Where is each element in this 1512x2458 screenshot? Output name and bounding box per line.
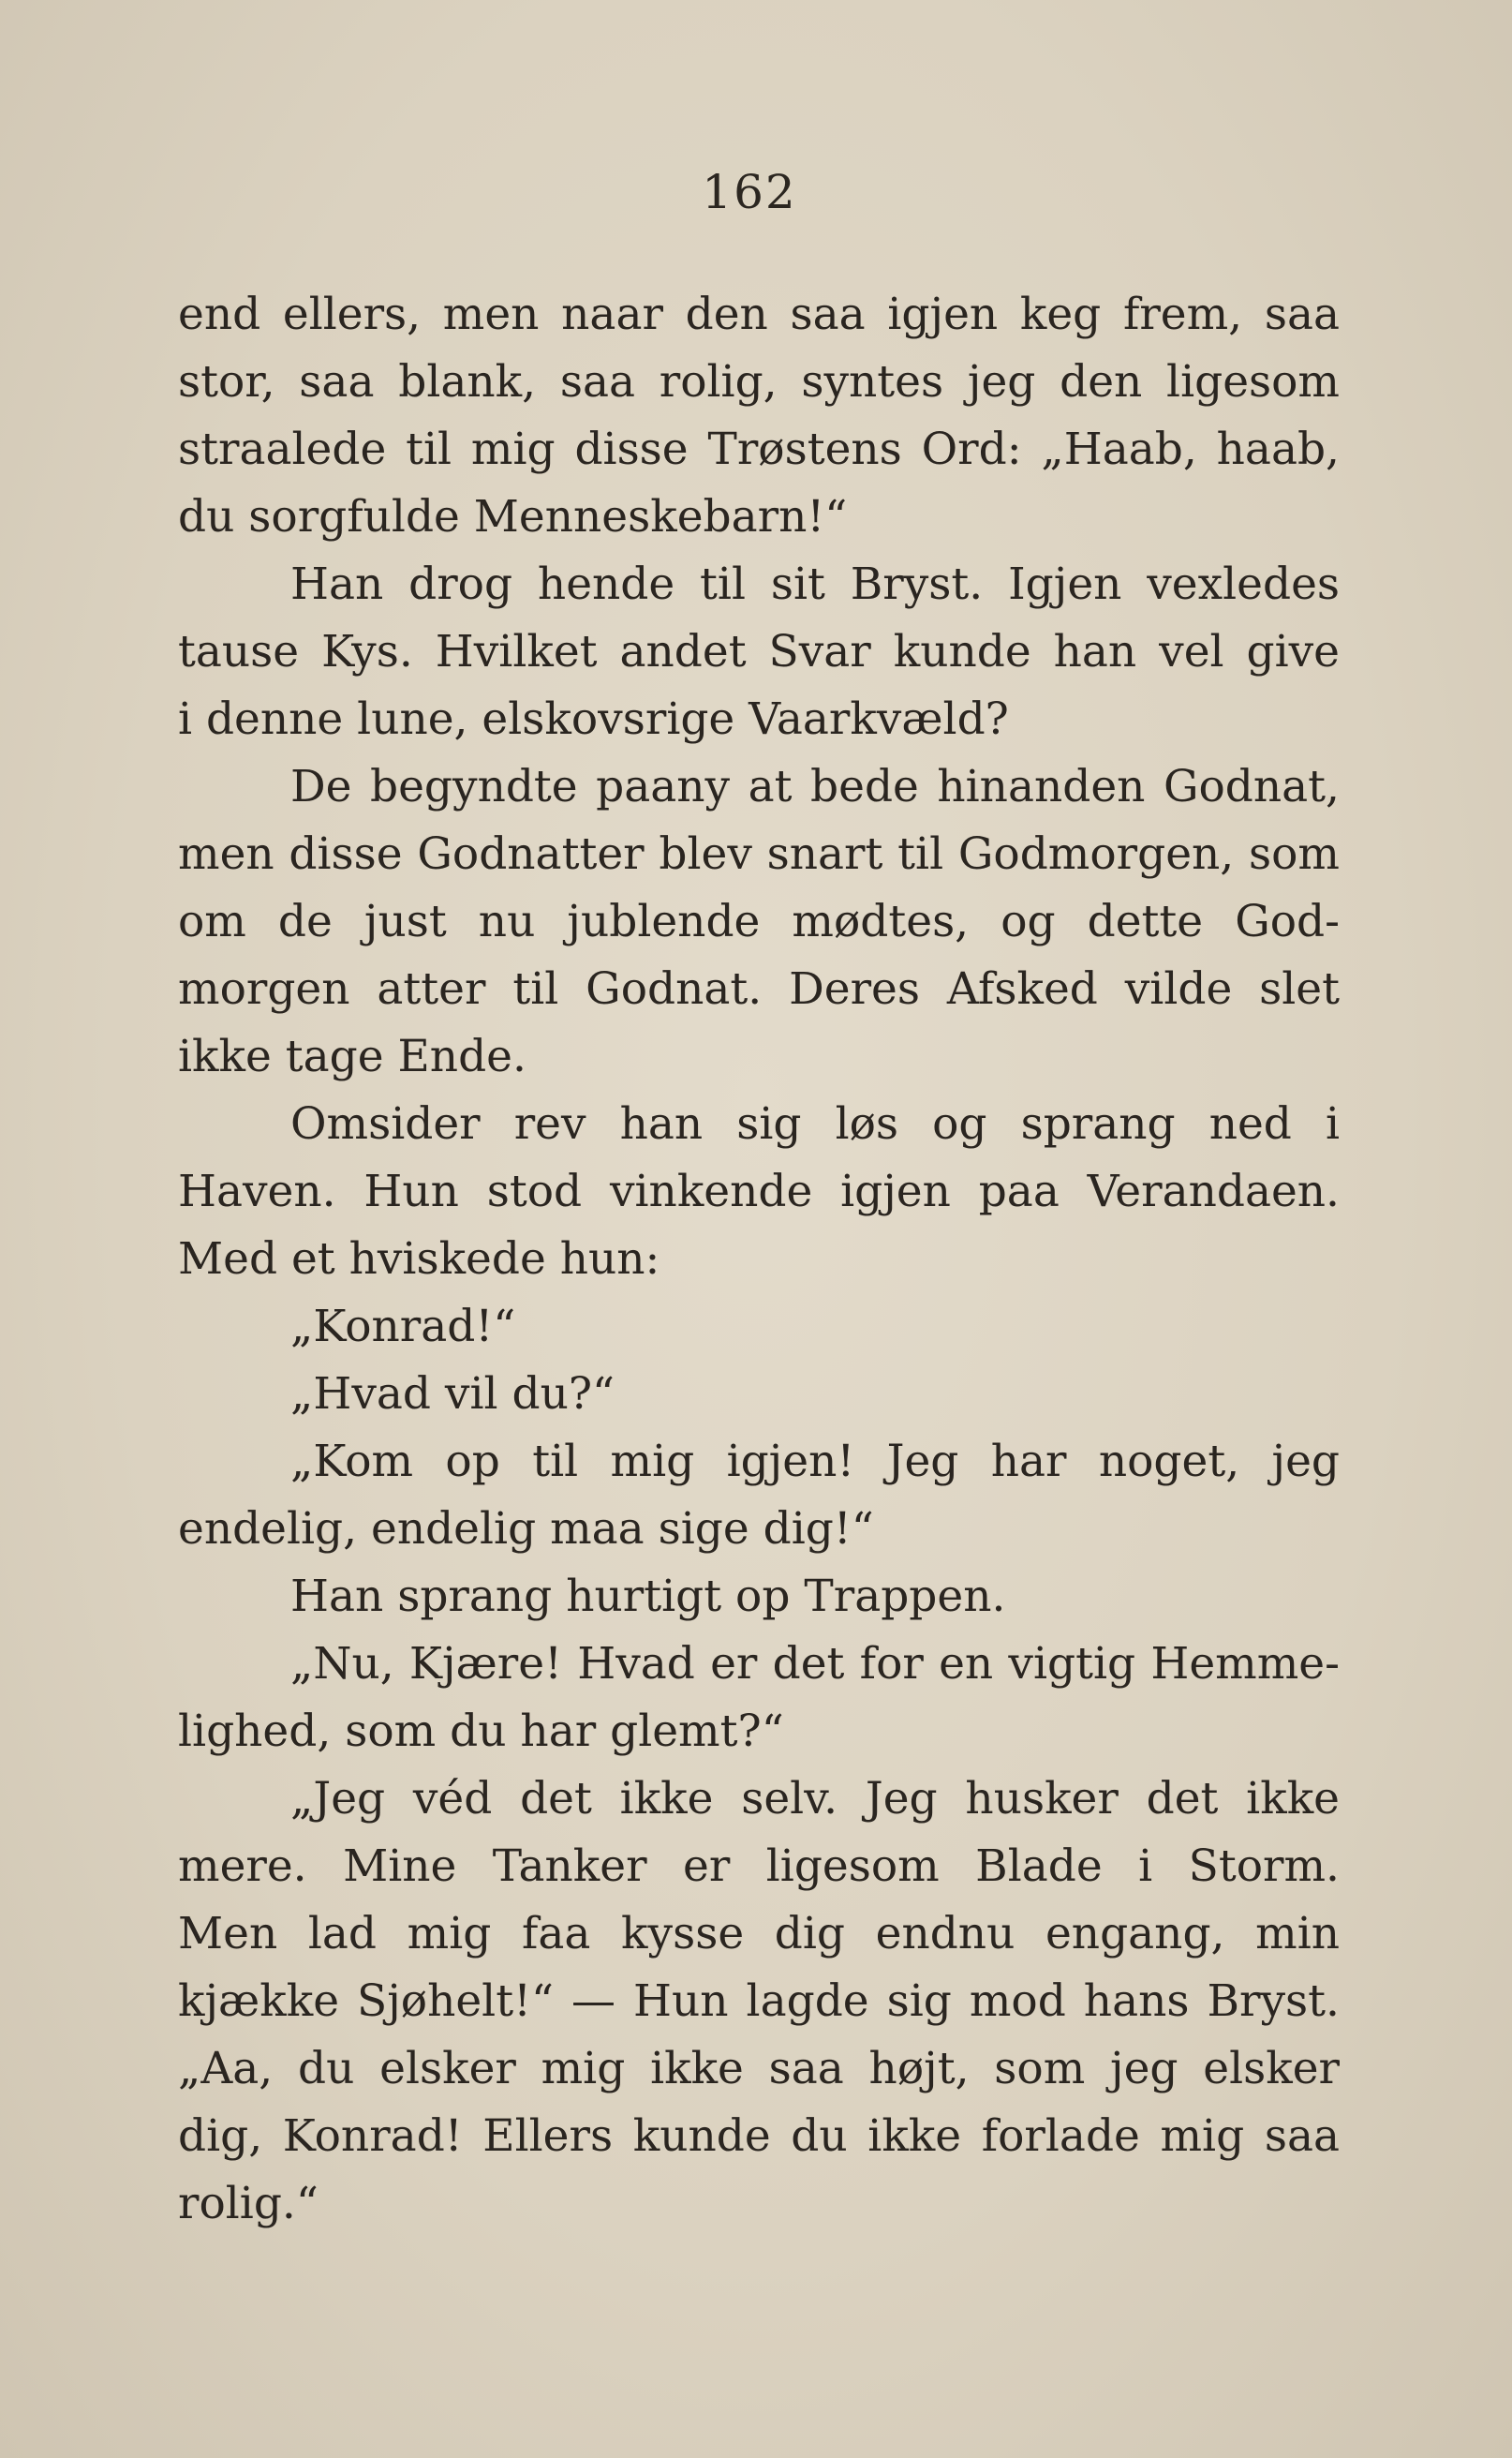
- text-line: end ellers, men naar den saa igjen keg frem, saa: [178, 289, 1340, 340]
- text-line: Men lad mig faa kysse dig endnu engang, min: [178, 1908, 1340, 1959]
- text-line: „Aa, du elsker mig ikke saa højt, som jeg elsker: [178, 2043, 1340, 2094]
- text-line: „Hvad vil du?“: [290, 1368, 615, 1420]
- text-line: Han drog hende til sit Bryst. Igjen vexledes: [290, 559, 1340, 610]
- text-line: „Jeg véd det ikke selv. Jeg husker det ikke: [290, 1773, 1340, 1825]
- text-line: rolig.“: [178, 2178, 319, 2229]
- text-line: om de just nu jublende mødtes, og dette God-: [178, 896, 1340, 947]
- text-line: morgen atter til Godnat. Deres Afsked vilde slet: [178, 963, 1340, 1015]
- text-line: „Konrad!“: [290, 1301, 516, 1352]
- text-line: du sorgfulde Menneskebarn!“: [178, 491, 848, 543]
- text-line: tause Kys. Hvilket andet Svar kunde han vel give: [178, 626, 1340, 678]
- text-line: kjække Sjøhelt!“ — Hun lagde sig mod hans Bryst.: [178, 1975, 1340, 2027]
- body-text: [178, 281, 1340, 2238]
- text-line: stor, saa blank, saa rolig, syntes jeg den ligesom: [178, 356, 1340, 408]
- text-line: „Nu, Kjære! Hvad er det for en vigtig Hemme-: [290, 1638, 1340, 1690]
- text-line: mere. Mine Tanker er ligesom Blade i Storm.: [178, 1840, 1340, 1892]
- text-line: Haven. Hun stod vinkende igjen paa Verandaen.: [178, 1166, 1340, 1217]
- text-line: Med et hviskede hun:: [178, 1233, 660, 1285]
- text-line: straalede til mig disse Trøstens Ord: „Haab, haab,: [178, 424, 1340, 475]
- text-line: i denne lune, elskovsrige Vaarkvæld?: [178, 693, 1009, 745]
- text-line: Omsider rev han sig løs og sprang ned i: [290, 1098, 1340, 1150]
- text-line: ikke tage Ende.: [178, 1031, 526, 1082]
- text-line: Han sprang hurtigt op Trappen.: [290, 1571, 1006, 1622]
- text-line: endelig, endelig maa sige dig!“: [178, 1503, 874, 1555]
- text-line: lighed, som du har glemt?“: [178, 1706, 784, 1757]
- text-line: men disse Godnatter blev snart til Godmorgen, som: [178, 828, 1340, 880]
- text-line: „Kom op til mig igjen! Jeg har noget, jeg: [290, 1436, 1340, 1487]
- text-line: De begyndte paany at bede hinanden Godnat,: [290, 761, 1340, 812]
- page-number: 162: [702, 165, 797, 219]
- text-line: dig, Konrad! Ellers kunde du ikke forlade mig saa: [178, 2110, 1340, 2162]
